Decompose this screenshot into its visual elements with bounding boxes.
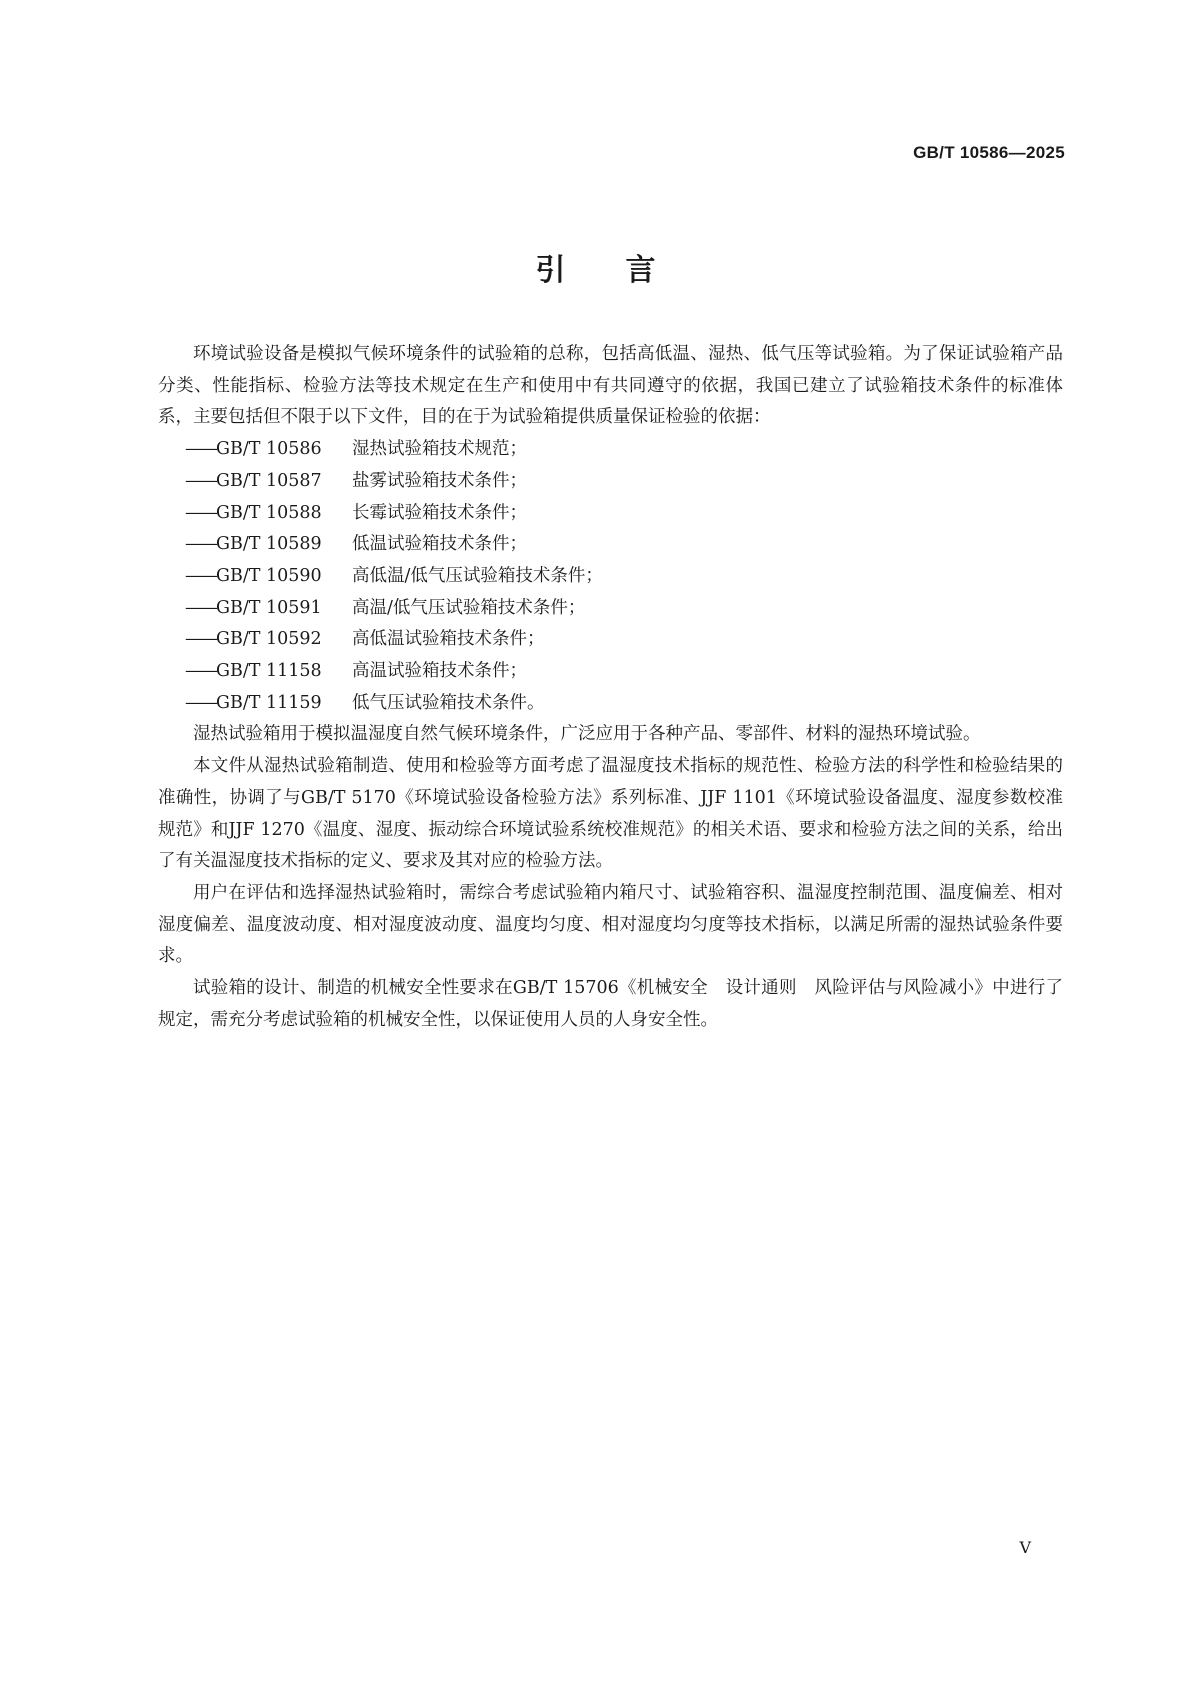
- list-dash: ——: [185, 470, 216, 491]
- body-paragraph: 本文件从湿热试验箱制造、使用和检验等方面考虑了温湿度技术指标的规范性、检验方法的科学性和检验结果的准确性，协调了与GB/T 5170《环境试验设备检验方法》系列标准、JJF 1101《环境试验设备温度、湿度参数校准规范》和JJF 1270《温度、湿度、振动综合环境试验系统校准规范》的相关术语、要求和检验方法之间的关系，给出了有关温湿度技术指标的定义、要求及其对应的检验方法。: [158, 756, 1063, 872]
- standard-name: 高低温/低气压试验箱技术条件；: [352, 565, 603, 586]
- list-item: [158, 688, 1063, 720]
- list-dash: ——: [185, 629, 216, 650]
- page-title: 引言: [535, 253, 716, 288]
- standard-name: 高温/低气压试验箱技术条件；: [352, 597, 586, 618]
- list-item: [158, 529, 1063, 561]
- body-paragraph: 湿热试验箱用于模拟温湿度自然气候环境条件，广泛应用于各种产品、零部件、材料的湿热环境试验。: [193, 724, 981, 745]
- list-dash: ——: [185, 502, 216, 523]
- standard-name: 盐雾试验箱技术条件；: [352, 470, 527, 491]
- standard-number: GB/T 10587: [216, 470, 322, 491]
- list-item: [158, 656, 1063, 688]
- page-number: V: [1019, 1538, 1031, 1557]
- standards-list: [158, 434, 1063, 719]
- list-dash: ——: [185, 565, 216, 586]
- standard-number: GB/T 10589: [216, 534, 322, 555]
- list-dash: ——: [185, 692, 216, 713]
- document-body: [158, 339, 1063, 1036]
- standard-number: GB/T 10586: [216, 439, 322, 460]
- standard-number: GB/T 10588: [216, 502, 322, 523]
- standard-number: GB/T 10591: [216, 597, 322, 618]
- list-item: [158, 624, 1063, 656]
- list-dash: ——: [185, 597, 216, 618]
- list-item: [158, 593, 1063, 625]
- list-item: [158, 466, 1063, 498]
- standard-name: 长霉试验箱技术条件；: [352, 502, 527, 523]
- standard-name: 高温试验箱技术条件；: [352, 661, 527, 682]
- list-dash: ——: [185, 534, 216, 555]
- list-dash: ——: [185, 439, 216, 460]
- body-paragraph: 试验箱的设计、制造的机械安全性要求在GB/T 15706《机械安全 设计通则 风险评估与风险减小》中进行了规定，需充分考虑试验箱的机械安全性，以保证使用人员的人身安全性。: [158, 978, 1063, 1030]
- standard-name: 低温试验箱技术条件；: [352, 534, 527, 555]
- intro-paragraph: 环境试验设备是模拟气候环境条件的试验箱的总称，包括高低温、湿热、低气压等试验箱。为了保证试验箱产品分类、性能指标、检验方法等技术规定在生产和使用中有共同遵守的依据，我国已建立了试验箱技术条件的标准体系，主要包括但不限于以下文件，目的在于为试验箱提供质量保证检验的依据：: [158, 344, 1063, 428]
- standard-number: GB/T 10590: [216, 565, 322, 586]
- standard-number: GB/T 11158: [216, 661, 322, 682]
- list-item: [158, 434, 1063, 466]
- list-item: [158, 561, 1063, 593]
- standard-name: 低气压试验箱技术条件。: [352, 692, 545, 713]
- body-paragraph: 用户在评估和选择湿热试验箱时，需综合考虑试验箱内箱尺寸、试验箱容积、温湿度控制范围、温度偏差、相对湿度偏差、温度波动度、相对湿度波动度、温度均匀度、相对湿度均匀度等技术指标，以满足所需的湿热试验条件要求。: [158, 882, 1063, 967]
- standard-number: GB/T 11159: [216, 692, 322, 713]
- standard-number: GB/T 10592: [216, 629, 322, 650]
- standard-name: 高低温试验箱技术条件；: [352, 629, 545, 650]
- list-dash: ——: [185, 661, 216, 682]
- standard-name: 湿热试验箱技术规范；: [352, 439, 527, 460]
- list-item: [158, 498, 1063, 530]
- standard-code: GB/T 10586—2025: [913, 143, 1065, 162]
